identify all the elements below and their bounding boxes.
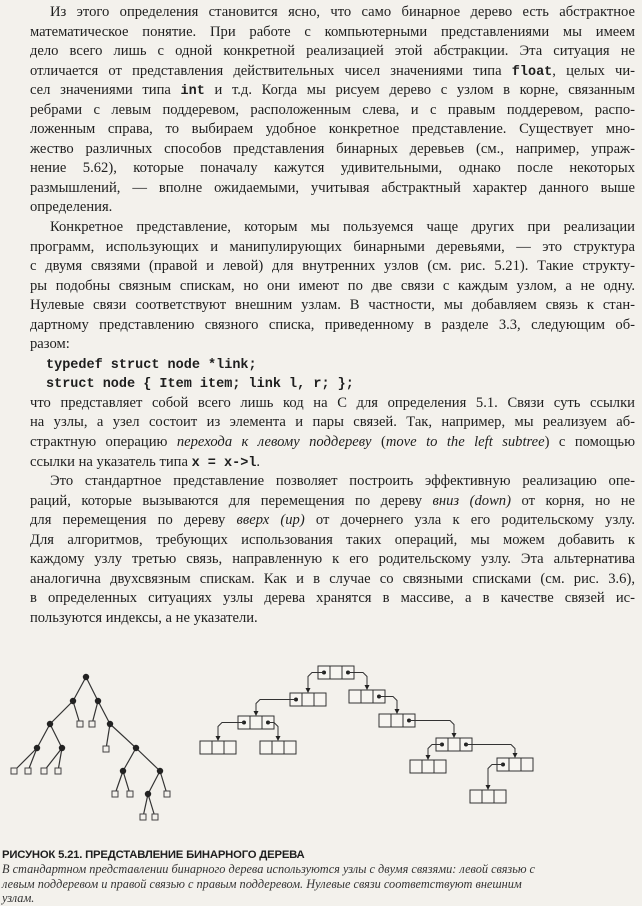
- external-node: [77, 721, 83, 727]
- text-run: что представляет собой всего лишь код на C для определения 5.1. Связи суть ссылки: [30, 394, 635, 411]
- tree-edge: [50, 724, 62, 748]
- tree-edge: [98, 701, 110, 724]
- text-line: [30, 62, 635, 82]
- text-run: раций, которые вызываются для перемещения по дереву: [30, 492, 433, 509]
- text-line: [30, 531, 635, 551]
- text-run: на узлы, а узел состоит из элемента и пары связей. Так, например, мы реализуем аб-: [30, 414, 635, 431]
- text-run: математическое понятие. При работе с компьютерными представлениями мы имеем: [30, 23, 635, 40]
- paragraph: [30, 218, 635, 355]
- tree-edge: [73, 677, 86, 701]
- internal-node: [157, 768, 163, 774]
- italic-term: перехода к левому поддереву: [176, 434, 372, 451]
- node-box: [410, 760, 446, 773]
- text-run: дартному представлению связного списка, приведенному в разделе 3.3, следующим об-: [30, 316, 635, 333]
- text-line: [30, 238, 635, 258]
- internal-node: [83, 674, 89, 680]
- node-box: [260, 741, 296, 754]
- text-run: Для алгоритмов, требующих использования таких операций, мы можем добавить к: [30, 531, 635, 548]
- italic-term: вверх (up): [236, 512, 305, 529]
- body-text: [30, 3, 635, 629]
- paragraph: [30, 394, 635, 472]
- text-run: .: [256, 453, 261, 470]
- text-run: дело всего лишь с одной конкретной реализацией этой абстракции. Эта ситуация не: [30, 43, 635, 60]
- text-run: ры подобны связным спискам, но они имеют по две связи с каждым узлом, а не одну.: [30, 277, 635, 294]
- text-run: , целых чи-: [552, 62, 635, 79]
- text-run: в определенных ситуациях узлы дерева хранятся в массиве, а в качестве связей ис-: [30, 590, 635, 607]
- arrowhead-icon: [365, 685, 370, 690]
- text-line: [30, 296, 635, 316]
- text-line: [30, 198, 635, 218]
- text-line: [30, 120, 635, 140]
- text-run: жество различных способов представления бинарных деревьев (см., например, упраж-: [30, 140, 635, 157]
- text-run: от корня, но не: [510, 492, 635, 509]
- external-node: [152, 814, 158, 820]
- internal-node: [59, 745, 65, 751]
- text-run: Это стандартное представление позволяет построить эффективную реализацию опе-: [50, 473, 635, 490]
- inline-code: typedef struct node *link;: [46, 357, 257, 373]
- caption-line: В стандартном представлении бинарного дерева используются узлы с двумя связями: левой связью с: [2, 862, 536, 876]
- text-line: [30, 23, 635, 43]
- node-box: [200, 741, 236, 754]
- arrowhead-icon: [513, 753, 518, 758]
- tree-edge: [136, 748, 160, 771]
- text-run: и т.д. Когда мы рисуем дерево с узлом в корне, связанным: [204, 82, 636, 99]
- text-line: [30, 433, 635, 453]
- text-run: с двумя связями (правой и левой) для внутренних узлов (см. рис. 5.21). Такие структу-: [30, 258, 635, 275]
- text-line: [30, 140, 635, 160]
- inline-code: struct node { Item item; link l, r; };: [46, 377, 354, 393]
- arrowhead-icon: [276, 736, 281, 741]
- tree-edge: [148, 771, 160, 794]
- text-run: Нулевые связи соответствуют внешним узлам. В частности, мы добавляем связь к стан-: [30, 297, 635, 314]
- text-line: [30, 413, 635, 433]
- text-line: [30, 394, 635, 414]
- inline-code: int: [180, 84, 205, 100]
- node-box: [470, 790, 506, 803]
- text-line: [30, 42, 635, 62]
- internal-node: [47, 721, 53, 727]
- internal-node: [120, 768, 126, 774]
- text-run: ) с помощью: [544, 434, 635, 451]
- tree-edge: [110, 724, 136, 748]
- external-node: [164, 791, 170, 797]
- text-line: [30, 3, 635, 23]
- text-run: сел значениями типа: [30, 82, 181, 99]
- paragraph: [30, 3, 635, 218]
- text-line: [30, 335, 635, 355]
- text-run: аналогична двухсвязным спискам. Как и в случае со связными списками (см. рис. 3.6),: [30, 570, 635, 587]
- external-node: [41, 768, 47, 774]
- internal-node: [70, 698, 76, 704]
- tree-edge: [123, 748, 136, 771]
- arrowhead-icon: [254, 711, 259, 716]
- tree-edge: [50, 701, 73, 724]
- external-node: [140, 814, 146, 820]
- text-run: ложенным справа, то выбираем удобное конкретное представление. Существует мно-: [30, 121, 635, 138]
- text-line: [30, 472, 635, 492]
- link-arrow: [466, 745, 515, 755]
- italic-term: move to the left subtree: [385, 434, 545, 451]
- arrowhead-icon: [216, 736, 221, 741]
- figure-title: РИСУНОК 5.21. ПРЕДСТАВЛЕНИЕ БИНАРНОГО ДЕРЕВА: [2, 849, 305, 861]
- arrowhead-icon: [426, 755, 431, 760]
- text-line: [30, 81, 635, 101]
- text-line: [30, 453, 635, 473]
- text-run: определения.: [30, 199, 113, 216]
- text-run: Из этого определения становится ясно, что само бинарное дерево есть абстрактное: [50, 4, 635, 20]
- external-node: [25, 768, 31, 774]
- link-arrow: [409, 721, 454, 735]
- external-node: [103, 746, 109, 752]
- external-node: [11, 768, 17, 774]
- tree-edge: [106, 724, 110, 749]
- figure-5-21-binary-tree: [0, 655, 623, 845]
- text-run: ребрами с левым поддеревом, расположенным слева, и с правым поддеревом, распо-: [30, 101, 635, 118]
- text-run: программ, использующих и манипулирующих бинарными деревьями, — это структура: [30, 238, 635, 255]
- inline-code: float: [511, 64, 553, 80]
- code-block: [30, 355, 635, 394]
- text-run: Конкретное представление, которым мы пользуемся чаще других при реализации: [50, 219, 635, 236]
- inline-code: x = x->l: [191, 455, 257, 471]
- text-run: каждому узлу третью связь, направленную к его родительскому узлу. Эта альтернатива: [30, 551, 635, 568]
- text-run: ссылки на указатель типа: [30, 453, 192, 470]
- internal-node: [107, 721, 113, 727]
- internal-node: [95, 698, 101, 704]
- figure-caption: [2, 848, 642, 906]
- code-line: [30, 355, 635, 375]
- text-line: [30, 218, 635, 238]
- paragraph: [30, 472, 635, 628]
- text-run: страктную операцию: [30, 434, 177, 451]
- text-run: нение 5.62), которые поначалу кажутся удивительными, однако после некоторых: [30, 160, 635, 177]
- text-line: [30, 159, 635, 179]
- external-node: [112, 791, 118, 797]
- internal-node: [34, 745, 40, 751]
- arrowhead-icon: [395, 709, 400, 714]
- text-line: [30, 101, 635, 121]
- text-line: [30, 589, 635, 609]
- caption-line: левым поддеревом и правой связью с правым поддеревом. Нулевые связи соответствуют внешним: [2, 876, 522, 891]
- text-line: [30, 179, 635, 199]
- code-line: [30, 374, 635, 394]
- arrowhead-icon: [306, 688, 311, 693]
- text-run: разом:: [30, 336, 70, 353]
- text-run: (: [371, 434, 386, 451]
- text-line: [30, 316, 635, 336]
- text-run: пользуются индексы, а не указатели.: [30, 609, 258, 626]
- text-line: [30, 257, 635, 277]
- text-line: [30, 570, 635, 590]
- text-line: [30, 550, 635, 570]
- internal-node: [145, 791, 151, 797]
- caption-line: узлам.: [2, 891, 35, 905]
- tree-edge: [37, 724, 50, 748]
- text-line: [30, 609, 635, 629]
- text-run: размышлений, — вполне ожидаемыми, учитывая абстрактный характер данного выше: [30, 179, 635, 196]
- text-run: для перемещения по дереву: [30, 512, 237, 529]
- italic-term: вниз (down): [432, 492, 511, 509]
- tree-edge: [86, 677, 98, 701]
- external-node: [89, 721, 95, 727]
- text-run: отличается от представления действительных чисел значениями типа: [30, 62, 512, 79]
- text-line: [30, 511, 635, 531]
- text-run: от дочернего узла к его родительскому узлу.: [304, 512, 636, 529]
- internal-node: [133, 745, 139, 751]
- arrowhead-icon: [486, 785, 491, 790]
- text-line: [30, 492, 635, 512]
- text-line: [30, 277, 635, 297]
- external-node: [127, 791, 133, 797]
- arrowhead-icon: [452, 733, 457, 738]
- external-node: [55, 768, 61, 774]
